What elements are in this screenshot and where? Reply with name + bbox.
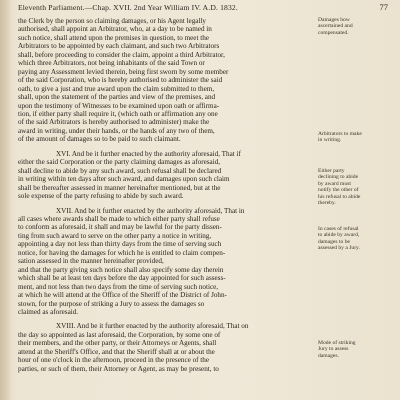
text-line: paying any Assessment levied therein, being first sworn by some member bbox=[18, 67, 229, 76]
paragraph-continuation bbox=[18, 17, 315, 144]
text-line: XVI. And be it further enacted by the authority aforesaid, That if bbox=[56, 149, 241, 158]
text-line: XVII. And be it further enacted by the authority aforesaid, That in bbox=[56, 206, 245, 215]
text-line: notice, for having the damages for which he is entitled to claim compen- bbox=[18, 248, 226, 257]
text-line: shall be thereafter assessed in manner hereinafter mentioned, but at the bbox=[18, 183, 221, 192]
text-line: upon the testimony of Witnesses to be examined upon oath or affirma- bbox=[18, 101, 220, 110]
text-line: shall, before proceeding to consider the claim, appoint a third Arbitrator, bbox=[18, 50, 225, 59]
text-line: their members, and the other party, or their Attorneys or Agents, shall bbox=[18, 339, 217, 348]
text-line: to conform as aforesaid, it shall and may be lawful for the party dissen- bbox=[18, 223, 222, 232]
text-line: award in writing, under their hands, or the hands of any two of them, bbox=[18, 126, 215, 135]
section-xviii bbox=[18, 322, 315, 373]
margin-note-jury: In cases of refusal to abide by award, damages to be assessed by a Jury. bbox=[318, 226, 360, 252]
text-line: claimed as aforesaid. bbox=[18, 307, 79, 316]
text-line: which three Arbitrators, not being inhabitants of the said Town or bbox=[18, 59, 205, 68]
page-header bbox=[16, 2, 394, 16]
section-xvii bbox=[18, 207, 315, 317]
margin-note-arbitrators: Arbitrators to make in writing. bbox=[318, 131, 362, 144]
text-line: ting from such award to serve on the other party a notice in writing, bbox=[18, 231, 212, 240]
statute-body bbox=[18, 17, 315, 373]
margin-note-striking-jury: Mode of striking Jury to assess damages. bbox=[318, 340, 356, 359]
text-line: hour of one o'clock in the afternoon, proceed in the presence of the bbox=[18, 356, 210, 365]
section-xvi bbox=[18, 150, 315, 201]
text-line: sation assessed in the manner hereinafter provided, bbox=[18, 257, 164, 266]
text-line: in writing within ten days after such award, and damages upon such claim bbox=[18, 175, 230, 184]
text-line: such notice, shall attend upon the premises in question, to meet the bbox=[18, 33, 209, 42]
text-line: at which he will attend at the Office of the Sheriff of the District of John- bbox=[18, 291, 227, 300]
text-line: shall, upon the statement of the parties and view of the premises, and bbox=[18, 93, 216, 102]
text-line: and that the party giving such notice shall also specify some day therein bbox=[18, 265, 224, 274]
text-line: sole expense of the party refusing to abide by such award. bbox=[18, 192, 184, 201]
text-line: ment, and not less than two days from the time of serving such notice, bbox=[18, 282, 219, 291]
text-line: all cases where awards shall be made to which either party shall refuse bbox=[18, 214, 220, 223]
running-title: Eleventh Parliament.—Chap. XVII. 2nd Year William IV. A.D. 1832. bbox=[18, 3, 238, 12]
text-line: oath, to give a just and true award upon the claim submitted to them, bbox=[18, 84, 215, 93]
text-line: parties, or such of them, their Attorney or Agent, as may be present, to bbox=[18, 364, 219, 373]
page-number: 77 bbox=[379, 2, 388, 12]
text-line: authorised, shall appoint an Arbitrator, who, at a day to be named in bbox=[18, 25, 212, 34]
margin-note-refusal: Either party declining to abide by award must notify the other of his refusal to abide thereby. bbox=[318, 168, 361, 207]
text-line: Arbitrators to be appointed by each claimant, and such two Arbitrators bbox=[18, 42, 220, 51]
text-line: XVIII. And be it further enacted by the authority aforesaid, That on bbox=[56, 322, 249, 331]
text-line: of the said Corporation, who is hereby authorised to administer the said bbox=[18, 76, 223, 85]
margin-note-damages: Damages how ascertained and compensated. bbox=[318, 17, 353, 36]
text-line: attend at the Sheriff's Office, and that the Sheriff shall at or about the bbox=[18, 347, 215, 356]
text-line: the day so appointed as last aforesaid, the Corporation, by some one of bbox=[18, 330, 221, 339]
page-gutter-shadow bbox=[0, 0, 12, 400]
text-line: stown, for the purpose of striking a Jury to assess the damages so bbox=[18, 299, 205, 308]
text-line: the Clerk by the person so claiming damages, or his Agent legally bbox=[18, 17, 206, 25]
text-line: shall decline to abide by any such award, such refusal shall be declared bbox=[18, 166, 222, 175]
text-line: which shall be at least ten days before the day appointed for such assess- bbox=[18, 274, 226, 283]
text-line: tion, if either party shall require it, (which oath or affirmation any one bbox=[18, 109, 218, 118]
text-line: of the said Arbitrators is hereby authorised to administer) make the bbox=[18, 118, 210, 127]
text-line: either the said Corporation or the party claiming damages as aforesaid, bbox=[18, 158, 221, 167]
text-line: appointing a day not less than thirty days from the time of serving such bbox=[18, 240, 222, 249]
text-line: of the amount of damages so to be paid to such claimant. bbox=[18, 135, 181, 144]
